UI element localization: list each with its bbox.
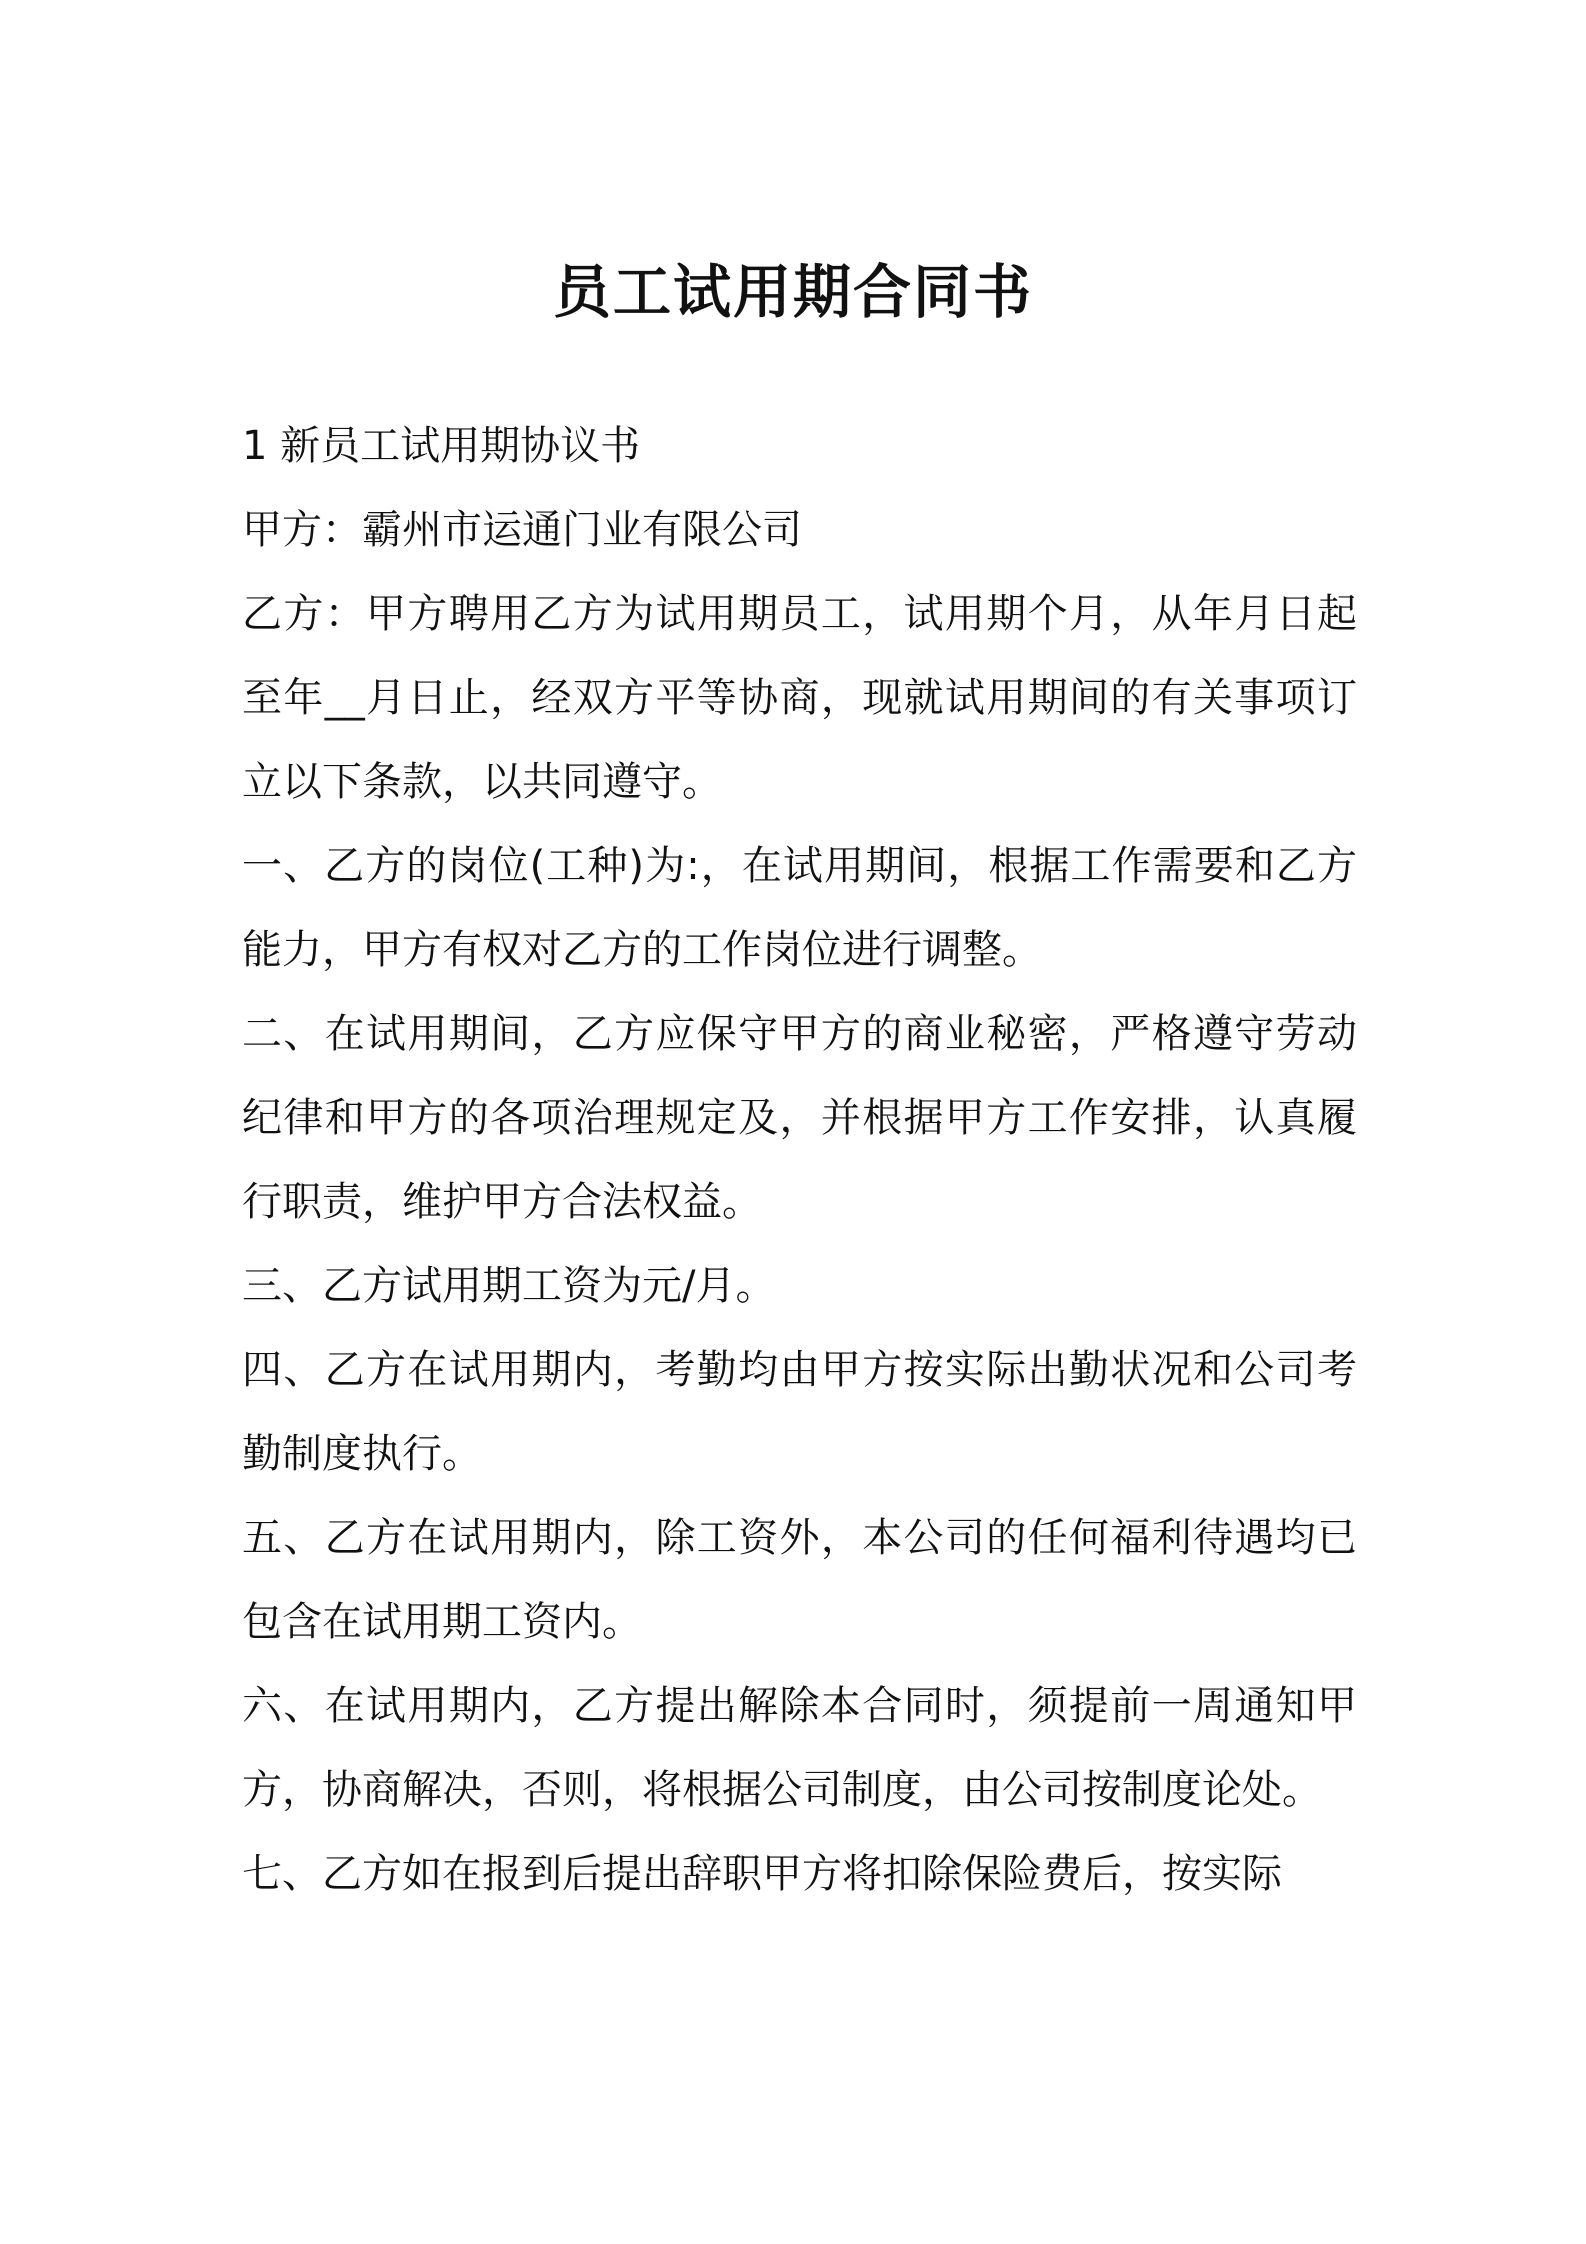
paragraph-clause-2: 二、在试用期间，乙方应保守甲方的商业秘密，严格遵守劳动纪律和甲方的各项治理规定及，并根据甲方工作安排，认真履行职责，维护甲方合法权益。	[242, 1011, 1357, 1225]
document-body	[242, 404, 1357, 1916]
paragraph-clause-5: 五、乙方在试用期内，除工资外，本公司的任何福利待遇均已包含在试用期工资内。	[242, 1515, 1357, 1645]
paragraph-clause-7: 七、乙方如在报到后提出辞职甲方将扣除保险费后，按实际	[242, 1851, 1282, 1897]
paragraph-party-a: 甲方：霸州市运通门业有限公司	[242, 507, 802, 553]
document-title: 员工试用期合同书	[552, 258, 1033, 326]
paragraph-clause-1: 一、乙方的岗位(工种)为:，在试用期间，根据工作需要和乙方能力，甲方有权对乙方的工作岗位进行调整。	[242, 843, 1357, 973]
paragraph-clause-4: 四、乙方在试用期内，考勤均由甲方按实际出勤状况和公司考勤制度执行。	[242, 1347, 1357, 1477]
paragraph-party-b: 乙方：甲方聘用乙方为试用期员工，试用期个月，从年月日起至年__月日止，经双方平等协商，现就试用期间的有关事项订立以下条款，以共同遵守。	[242, 591, 1357, 805]
paragraph-section-heading: 1 新员工试用期协议书	[242, 423, 641, 469]
paragraph-clause-3: 三、乙方试用期工资为元/月。	[242, 1263, 776, 1309]
paragraph-clause-6: 六、在试用期内，乙方提出解除本合同时，须提前一周通知甲方，协商解决，否则，将根据公司制度，由公司按制度论处。	[242, 1683, 1357, 1813]
